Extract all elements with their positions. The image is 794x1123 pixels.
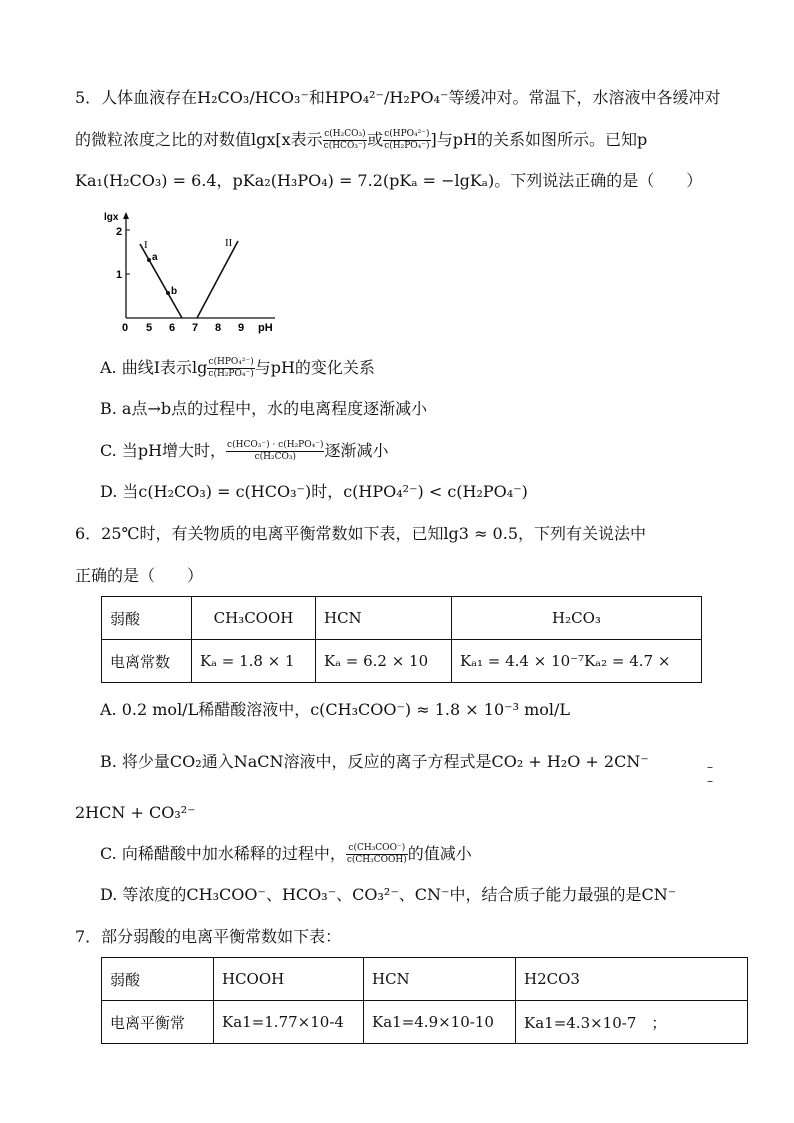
q6-stem-line1: 6．25℃时，有关物质的电离平衡常数如下表，已知lg3 ≈ 0.5，下列有关说法中 <box>75 524 647 543</box>
x-tick-label-7: 7 <box>192 322 199 334</box>
x-tick-label-9: 9 <box>238 322 245 334</box>
y-tick-label-2: 2 <box>116 226 123 238</box>
q6-option-c-text: C. 向稀醋酸中加水稀释的过程中， <box>100 844 346 863</box>
q7-stem: 7．部分弱酸的电离平衡常数如下表： <box>75 927 342 946</box>
table-row <box>102 1001 748 1044</box>
q6-table <box>101 596 702 683</box>
q5-stem-text-c: ]与pH的关系如图所示。已知p <box>430 130 648 149</box>
q6-stem-line2: 正确的是（ ） <box>75 566 204 585</box>
q5-stem-text-b: 或 <box>367 130 384 149</box>
table-cell: HCN <box>316 597 452 640</box>
q5-stem-line1: 5．人体血液存在H₂CO₃/HCO₃⁻和HPO₄²⁻/H₂PO₄⁻等缓冲对。常温下，水溶液中各缓冲对 <box>75 88 721 107</box>
table-cell: Kₐ = 6.2 × 10 <box>316 640 452 683</box>
curve-II <box>197 241 238 318</box>
point-b-label: b <box>171 286 178 297</box>
q5-option-a <box>100 357 375 380</box>
q5-stem-line2 <box>75 129 647 152</box>
q5-option-a-text-end: 与pH的变化关系 <box>254 358 375 377</box>
equilibrium-arrow-icon: – – <box>707 760 713 788</box>
q6-option-b-line2: 2HCN + CO₃²⁻ <box>75 803 196 822</box>
q5-fraction-carbonate: $\frac{\text{c(H₂CO₃)}}{\text{c(HCO₃⁻)}}$ <box>323 129 367 151</box>
table-row <box>102 958 748 1001</box>
q5-option-c-text-end: 逐渐减小 <box>324 441 389 460</box>
point-b <box>166 291 170 295</box>
x-tick-label-6: 6 <box>169 322 176 334</box>
table-cell: HCN <box>364 958 516 1001</box>
q5-option-a-text: A. 曲线Ⅰ表示lg <box>100 358 208 377</box>
table-cell: Ka1=1.77×10-4 <box>214 1001 364 1044</box>
q5-graph <box>100 208 285 338</box>
table-cell: H2CO3 <box>516 958 748 1001</box>
table-cell: HCOOH <box>214 958 364 1001</box>
table-cell: Ka1=4.9×10-10 <box>364 1001 516 1044</box>
q6-option-c-text-end: 的值减小 <box>407 844 472 863</box>
y-axis-label: lgx <box>104 212 119 223</box>
q7-table <box>101 957 748 1044</box>
table-row <box>102 597 702 640</box>
q5-option-c <box>100 440 389 463</box>
table-cell: H₂CO₃ <box>452 597 702 640</box>
q5-option-a-fraction: $\frac{\text{c(HPO₄²⁻)}}{\text{c(H₂PO₄⁻)}}$ <box>208 357 254 379</box>
q5-fraction-phosphate: $\frac{\text{c(HPO₄²⁻)}}{\text{c(H₂PO₄⁻)}}$ <box>384 129 430 151</box>
q6-option-d: D. 等浓度的CH₃COO⁻、HCO₃⁻、CO₃²⁻、CN⁻中，结合质子能力最强的是CN⁻ <box>100 885 677 904</box>
x-axis-label: pH <box>258 322 273 334</box>
q5-option-d: D. 当c(H₂CO₃) = c(HCO₃⁻)时，c(HPO₄²⁻) < c(H₂PO₄⁻) <box>100 482 528 501</box>
q5-option-c-text: C. 当pH增大时， <box>100 441 227 460</box>
table-cell: 电离平衡常 <box>102 1001 214 1044</box>
q6-option-a: A. 0.2 mol/L稀醋酸溶液中，c(CH₃COO⁻) ≈ 1.8 × 10⁻³ mol/L <box>100 700 571 719</box>
curve-II-label: II <box>225 237 233 249</box>
table-cell: Ka1=4.3×10-7 ； <box>516 1001 748 1044</box>
point-a-label: a <box>152 252 158 263</box>
curve-I <box>140 244 182 318</box>
q6-option-c-fraction: $\frac{\text{c(CH₃COO⁻)}}{\text{c(CH₃COOH)}}$ <box>346 843 407 865</box>
q5-stem-text-a: 的微粒浓度之比的对数值lgx[x表示 <box>75 130 323 149</box>
x-tick-label-8: 8 <box>215 322 222 334</box>
q5-option-b: B. a点→b点的过程中，水的电离程度逐渐减小 <box>100 399 428 418</box>
table-cell: 弱酸 <box>102 958 214 1001</box>
x-tick-label-5: 5 <box>146 322 153 334</box>
x-tick-label-0: 0 <box>122 322 129 334</box>
q6-option-b-line1: B. 将少量CO₂通入NaCN溶液中，反应的离子方程式是CO₂ + H₂O + 2CN⁻ <box>100 752 649 771</box>
y-tick-label-1: 1 <box>116 269 123 281</box>
table-cell: Kₐ₁ = 4.4 × 10⁻⁷Kₐ₂ = 4.7 × <box>452 640 702 683</box>
q5-stem-line3: Ka₁(H₂CO₃) = 6.4，pKa₂(H₃PO₄) = 7.2(pKₐ = −lgKₐ)。下列说法正确的是（ ） <box>75 171 703 190</box>
table-cell: 弱酸 <box>102 597 192 640</box>
curve-I-label: I <box>144 239 148 251</box>
table-row <box>102 640 702 683</box>
q6-option-c <box>100 843 472 866</box>
y-axis-arrow-icon <box>123 212 129 219</box>
table-cell: 电离常数 <box>102 640 192 683</box>
table-cell: CH₃COOH <box>192 597 316 640</box>
point-a <box>147 258 151 262</box>
table-cell: Kₐ = 1.8 × 1 <box>192 640 316 683</box>
q5-option-c-fraction: $\frac{\text{c(HCO₃⁻) · c(H₂PO₄⁻)}}{\text{c(H₂CO₃)}}$ <box>227 440 324 462</box>
